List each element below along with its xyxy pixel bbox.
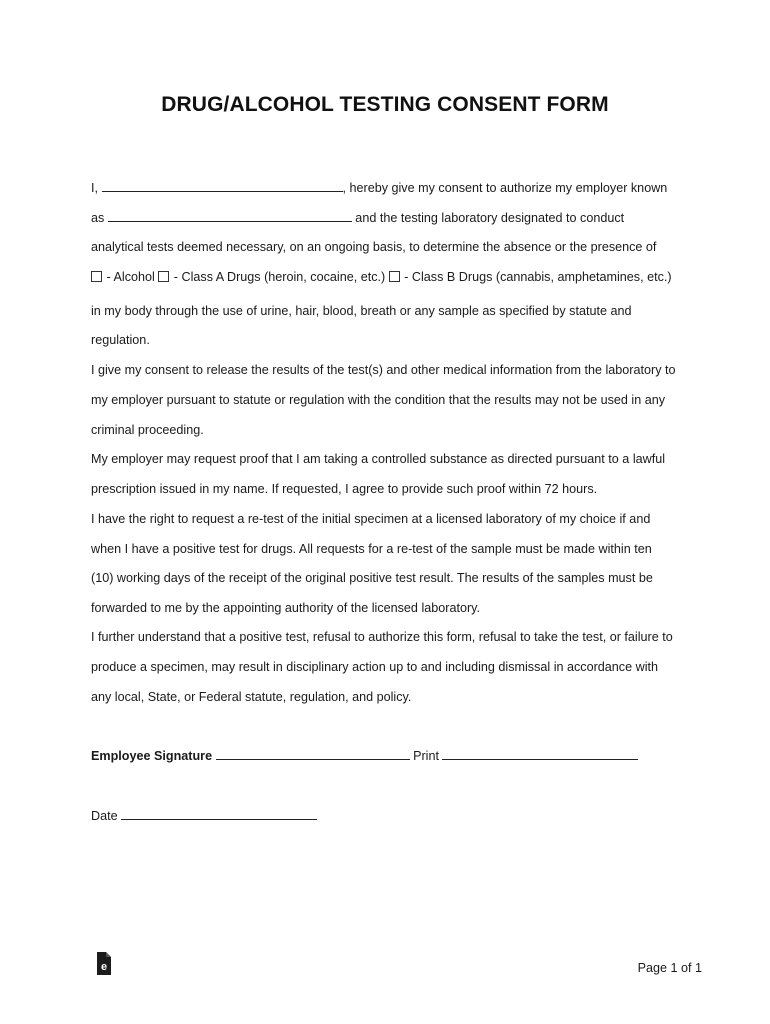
signature-line: [91, 748, 638, 764]
consent-name-line: [91, 180, 667, 196]
body-text-line: any local, State, or Federal statute, regulation, and policy.: [91, 690, 412, 704]
print-label: Print: [413, 749, 439, 763]
signature-field[interactable]: [216, 748, 410, 760]
employer-name-field[interactable]: [108, 210, 352, 222]
signature-label: Employee Signature: [91, 749, 213, 763]
substance-checkbox-line: [91, 269, 672, 285]
employer-suffix: and the testing laboratory designated to conduct: [351, 211, 625, 225]
employer-name-line: [91, 210, 624, 226]
eforms-logo-icon: [96, 952, 112, 976]
body-text-line: I have the right to request a re-test of the initial specimen at a licensed laboratory of my choice if and: [91, 512, 651, 526]
alcohol-label: - Alcohol: [103, 270, 159, 284]
body-text-line: analytical tests deemed necessary, on an ongoing basis, to determine the absence or the presence of: [91, 240, 657, 254]
employee-name-field[interactable]: [102, 180, 343, 192]
class-b-drugs-label: - Class B Drugs (cannabis, amphetamines, etc.): [400, 270, 672, 284]
body-text-line: criminal proceeding.: [91, 423, 204, 437]
date-field[interactable]: [121, 808, 317, 820]
body-text-line: I further understand that a positive test, refusal to authorize this form, refusal to take the test, or failure to: [91, 630, 673, 644]
body-text-line: when I have a positive test for drugs. All requests for a re-test of the sample must be made within ten: [91, 542, 652, 556]
body-text-line: in my body through the use of urine, hair, blood, breath or any sample as specified by statute and: [91, 304, 632, 318]
date-line: [91, 808, 317, 824]
name-prefix: I,: [91, 181, 102, 195]
body-text-line: produce a specimen, may result in disciplinary action up to and including dismissal in accordance with: [91, 660, 659, 674]
body-text-line: regulation.: [91, 333, 150, 347]
body-text-line: forwarded to me by the appointing authority of the licensed laboratory.: [91, 601, 481, 615]
svg-text:e: e: [100, 961, 108, 973]
page-number: Page 1 of 1: [637, 961, 702, 975]
class-b-drugs-checkbox[interactable]: [389, 271, 400, 282]
body-text-line: My employer may request proof that I am taking a controlled substance as directed pursuant to a lawful: [91, 452, 666, 466]
body-text-line: (10) working days of the receipt of the original positive test result. The results of the samples must be: [91, 571, 653, 585]
body-text-line: my employer pursuant to statute or regulation with the condition that the results may not be used in any: [91, 393, 666, 407]
date-label: Date: [91, 809, 118, 823]
body-text-line: I give my consent to release the results of the test(s) and other medical information from the laboratory to: [91, 363, 676, 377]
body-text-line: prescription issued in my name. If requested, I agree to provide such proof within 72 hours.: [91, 482, 598, 496]
alcohol-checkbox[interactable]: [91, 271, 102, 282]
class-a-drugs-checkbox[interactable]: [158, 271, 169, 282]
print-name-field[interactable]: [442, 748, 638, 760]
class-a-drugs-label: - Class A Drugs (heroin, cocaine, etc.): [170, 270, 389, 284]
form-title: DRUG/ALCOHOL TESTING CONSENT FORM: [161, 93, 609, 116]
name-suffix: , hereby give my consent to authorize my employer known: [342, 181, 668, 195]
employer-prefix: as: [91, 211, 108, 225]
